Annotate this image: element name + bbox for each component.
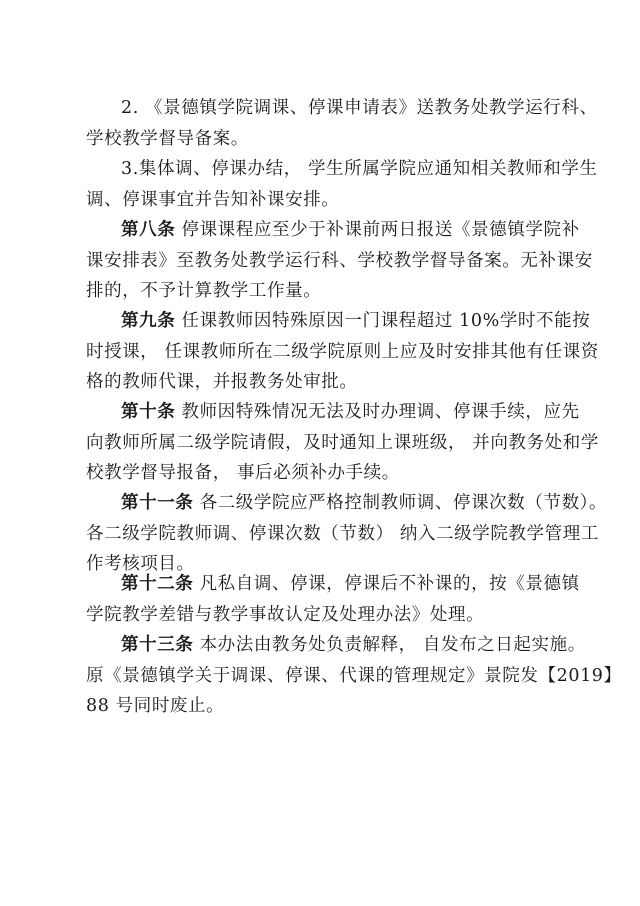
article-heading: 第十条 bbox=[121, 402, 176, 422]
paragraph-line: 学院教学差错与教学事故认定及处理办法》处理。 bbox=[86, 604, 485, 625]
paragraph-text: 任课教师因特殊原因一门课程超过 10%学时不能按 bbox=[175, 311, 591, 331]
article-11 bbox=[86, 488, 608, 580]
paragraph-item-3 bbox=[86, 154, 598, 215]
paragraph-text: 凡私自调、停课，停课后不补课的，按《景德镇 bbox=[193, 574, 580, 594]
paragraph-text: 2. 《景德镇学院调课、停课申请表》送教务处教学运行科、 bbox=[121, 98, 598, 118]
paragraph-line: 原《景德镇学关于调课、停课、代课的管理规定》景院发【2019】 bbox=[86, 665, 622, 686]
article-10 bbox=[86, 397, 599, 489]
article-12 bbox=[86, 569, 580, 630]
paragraph-line bbox=[86, 306, 591, 337]
paragraph-line: 课安排表》至教务处教学运行科、学校教学督导备案。无补课安 bbox=[86, 250, 593, 271]
paragraph-text: 各二级学院应严格控制教师调、停课次数（节数）。 bbox=[193, 493, 608, 513]
paragraph-line bbox=[86, 569, 580, 600]
paragraph-line bbox=[86, 397, 580, 428]
paragraph-line: 88 号同时废止。 bbox=[86, 696, 225, 716]
article-13 bbox=[86, 630, 622, 722]
article-9 bbox=[86, 306, 599, 398]
paragraph-line: 时授课， 任课教师所在二级学院原则上应及时安排其他有任课资 bbox=[86, 341, 599, 362]
article-heading: 第十三条 bbox=[121, 635, 194, 655]
paragraph-line: 格的教师代课，并报教务处审批。 bbox=[86, 372, 358, 392]
paragraph-line bbox=[86, 630, 586, 661]
paragraph-line: 学校教学督导备案。 bbox=[86, 128, 249, 149]
paragraph-line: 排的，不予计算教学工作量。 bbox=[86, 281, 322, 301]
paragraph-line bbox=[86, 93, 598, 124]
paragraph-line: 向教师所属二级学院请假，及时通知上课班级， 并向教务处和学 bbox=[86, 432, 599, 453]
paragraph-line bbox=[86, 215, 580, 246]
paragraph-text: 3.集体调、停课办结， 学生所属学院应通知相关教师和学生 bbox=[121, 159, 598, 179]
article-heading: 第十一条 bbox=[121, 493, 194, 513]
paragraph-line: 调、停课事宜并告知补课安排。 bbox=[86, 189, 340, 210]
paragraph-item-2 bbox=[86, 93, 598, 154]
paragraph-line bbox=[86, 154, 598, 185]
paragraph-text: 本办法由教务处负责解释， 自发布之日起实施。 bbox=[193, 635, 586, 655]
paragraph-text: 教师因特殊情况无法及时办理调、停课手续，应先 bbox=[175, 402, 580, 422]
article-heading: 第十二条 bbox=[121, 574, 194, 594]
article-heading: 第八条 bbox=[121, 220, 176, 240]
article-heading: 第九条 bbox=[121, 311, 176, 331]
article-8 bbox=[86, 215, 593, 307]
paragraph-text: 停课课程应至少于补课前两日报送《景德镇学院补 bbox=[175, 220, 580, 240]
paragraph-line: 校教学督导报备， 事后必须补办手续。 bbox=[86, 463, 400, 483]
paragraph-line bbox=[86, 488, 608, 519]
paragraph-line: 各二级学院教师调、停课次数（节数） 纳入二级学院教学管理工 bbox=[86, 523, 599, 544]
paragraph-line: 作考核项目。 bbox=[86, 554, 195, 574]
